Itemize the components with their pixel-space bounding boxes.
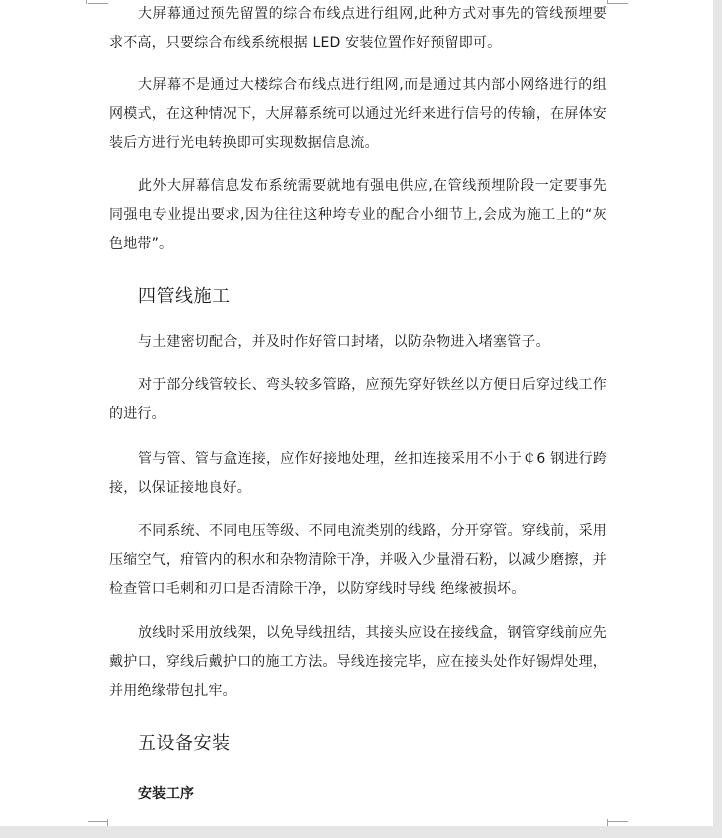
crop-mark-top-right-horizontal: [608, 3, 628, 4]
paragraph: 此外大屏幕信息发布系统需要就地有强电供应,在管线预埋阶段一定要事先同强电专业提出要求,因为往往这种垮专业的配合小细节上,会成为施工上的“灰色地带”。: [109, 178, 607, 252]
crop-mark-top-left-horizontal: [88, 3, 108, 4]
paragraph: 不同系统、不同电压等级、不同电流类别的线路，分开穿管。穿线前，采用压缩空气，疳管内的积水和杂物清除干净，并吸入少量滑石粉，以减少磨擦，并检查管口毛刺和刃口是否清除干净，以防穿线时导线 绝缘被损坏。: [109, 523, 607, 597]
subsection-heading: 安装工序: [138, 786, 194, 802]
section-heading: 四管线施工: [138, 286, 231, 307]
crop-mark-bottom-right-horizontal: [608, 821, 628, 822]
paragraph: 管与管、管与盒连接，应作好接地处理，丝扣连接采用不小于￠6 钢进行跨接，以保证接地良好。: [109, 451, 607, 496]
paragraph: 大屏幕通过预先留置的综合布线点进行组网,此种方式对事先的管线预埋要求不高，只要综合布线系统根据 LED 安装位置作好预留即可。: [109, 6, 607, 51]
paragraph: 对于部分线管较长、弯头较多管路，应预先穿好铁丝以方便日后穿过线工作的进行。: [109, 377, 607, 422]
crop-mark-top-left-vertical: [86, 0, 87, 4]
paragraph: 大屏幕不是通过大楼综合布线点进行组网,而是通过其内部小网络进行的组网模式，在这种情况下，大屏幕系统可以通过光纤来进行信号的传输，在屏体安装后方进行光电转换即可实现数据信息流。: [109, 77, 607, 151]
paragraph: 与土建密切配合，并及时作好管口封堵，以防杂物进入堵塞管子。: [138, 334, 550, 350]
paragraph: 放线时采用放线架，以免导线扭结，其接头应设在接线盒，钢管穿线前应先戴护口，穿线后戴护口的施工方法。导线连接完毕，应在接头处作好锡焊处理，并用绝缘带包扎牢。: [109, 625, 607, 699]
section-heading: 五设备安装: [138, 733, 231, 754]
crop-mark-bottom-left-horizontal: [88, 821, 108, 822]
